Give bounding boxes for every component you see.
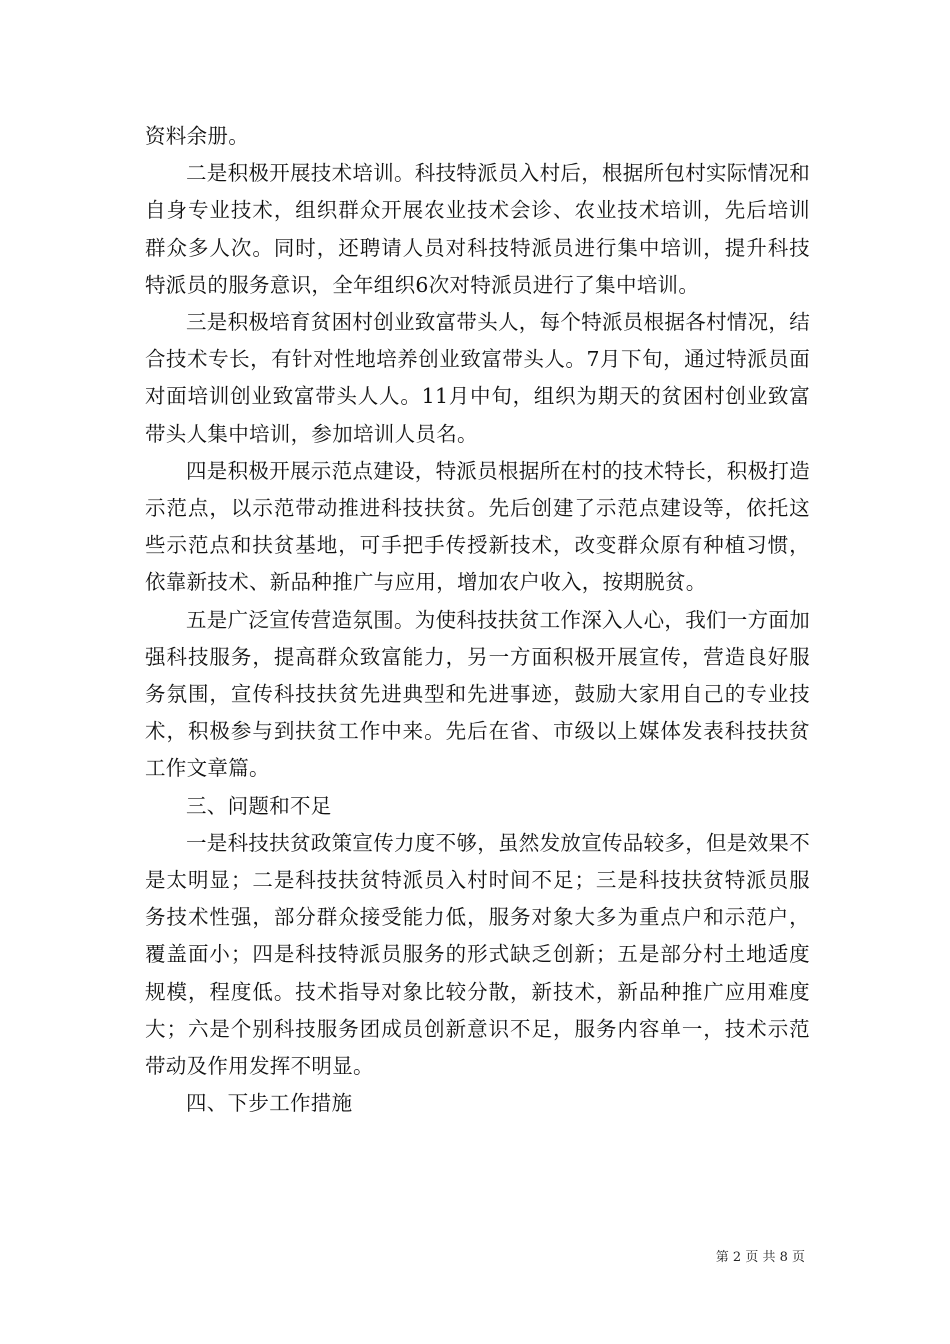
section-heading-problems: 三、问题和不足 xyxy=(186,793,332,818)
paragraph-technical-training: 二是积极开展技术培训。科技特派员入村后，根据所包村实际情况和自身专业技术，组织群众开展农业技术会诊、农业技术培训，先后培训群众多人次。同时，还聘请人员对科技特派员进行集中培训，提升科技特派员的服务意识，全年组织6次对特派员进行了集中培训。 xyxy=(145,161,810,297)
paragraph-entrepreneur-leaders: 三是积极培育贫困村创业致富带头人，每个特派员根据各村情况，结合技术专长，有针对性地培养创业致富带头人。7月下旬，通过特派员面对面培训创业致富带头人人。11月中旬，组织为期天的贫困村创业致富带头人集中培训，参加培训人员名。 xyxy=(145,310,810,446)
section-heading-next-steps: 四、下步工作措施 xyxy=(186,1091,353,1116)
paragraph-problems-list: 一是科技扶贫政策宣传力度不够，虽然发放宣传品较多，但是效果不是太明显；二是科技扶贫特派员入村时间不足；三是科技扶贫特派员服务技术性强，部分群众接受能力低，服务对象大多为重点户和示范户，覆盖面小；四是科技特派员服务的形式缺乏创新；五是部分村土地适度规模，程度低。技术指导对象比较分散，新技术，新品种推广应用难度大；六是个别科技服务团成员创新意识不足，服务内容单一，技术示范带动及作用发挥不明显。 xyxy=(145,830,810,1079)
paragraph-publicity: 五是广泛宣传营造氛围。为使科技扶贫工作深入人心，我们一方面加强科技服务，提高群众致富能力，另一方面积极开展宣传，营造良好服务氛围，宣传科技扶贫先进典型和先进事迹，鼓励大家用自己的专业技术，积极参与到扶贫工作中来。先后在省、市级以上媒体发表科技扶贫工作文章篇。 xyxy=(145,607,810,781)
paragraph-continuation: 资料余册。 xyxy=(145,124,249,148)
page-number-footer: 第 2 页 共 8 页 xyxy=(715,1250,805,1265)
paragraph-demonstration-sites: 四是积极开展示范点建设，特派员根据所在村的技术特长，积极打造示范点，以示范带动推进科技扶贫。先后创建了示范点建设等，依托这些示范点和扶贫基地，可手把手传授新技术，改变群众原有种植习惯，依靠新技术、新品种推广与应用，增加农户收入，按期脱贫。 xyxy=(145,458,810,595)
document-body xyxy=(145,118,810,1122)
